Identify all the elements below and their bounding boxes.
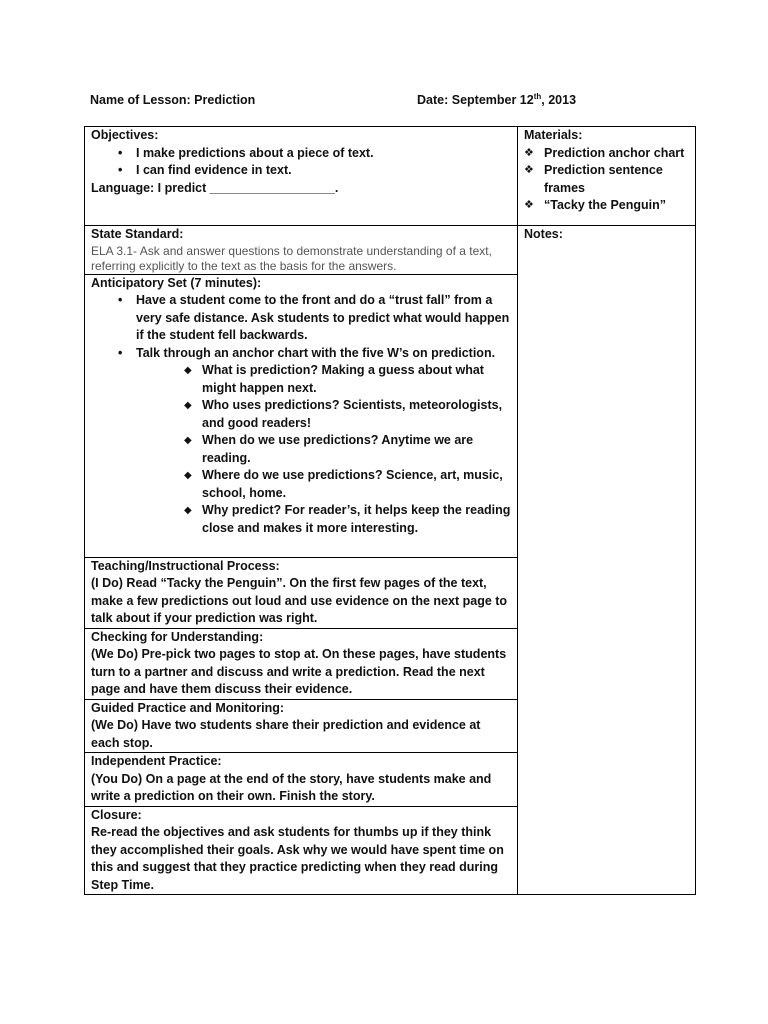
guided-label: Guided Practice and Monitoring: [91,700,285,715]
bullet-icon: • [118,345,123,360]
date-suffix: , 2013 [541,93,577,107]
language-objective: Language: I predict __________________. [91,180,339,195]
diamond-icon: ◆ [184,470,192,481]
anticipatory-label: Anticipatory Set (7 minutes): [91,275,262,290]
notes-label: Notes: [524,227,563,241]
guided-cell [85,699,518,753]
diamond-bullet-icon: ❖ [524,164,534,176]
checking-label: Checking for Understanding: [91,629,264,644]
notes-cell [518,226,696,895]
teaching-text: (I Do) Read “Tacky the Penguin”. On the first few pages of the text, make a few predictions out loud and use evidence on the next page to talk about if your prediction was right. [91,576,508,625]
w-question-item: ◆ Where do we use predictions? Science, art, music, school, home. [184,468,503,500]
teaching-cell [85,557,518,628]
diamond-bullet-icon: ❖ [524,199,534,211]
guided-text: (We Do) Have two students share their prediction and evidence at each stop. [91,718,481,750]
standard-label: State Standard: [91,227,184,241]
date-sup: th [533,91,542,101]
checking-cell [85,628,518,699]
lesson-header [90,92,690,110]
material-item: ❖ Prediction anchor chart [524,145,689,163]
lesson-date [417,92,576,110]
standard-text: ELA 3.1- Ask and answer questions to demonstrate understanding of a text, referring explicitly to the text as the basis for the answers. [91,243,492,273]
objectives-cell [85,127,518,226]
w-question-item: ◆ Why predict? For reader’s, it helps keep the reading close and makes it more interesting. [184,503,511,535]
w-question-item: ◆ Who uses predictions? Scientists, meteorologists, and good readers! [184,398,503,430]
date-prefix: Date: September 12 [417,93,534,107]
bullet-icon: • [118,293,123,307]
checking-text: (We Do) Pre-pick two pages to stop at. On these pages, have students turn to a partner and discuss and write a prediction. Read the next page and have them discuss their evidence. [91,647,507,696]
bullet-icon: • [118,163,123,177]
closure-label: Closure: [91,807,142,822]
teaching-label: Teaching/Instructional Process: [91,558,280,573]
anticipatory-list [91,292,511,362]
materials-label: Materials: [524,128,583,142]
closure-cell [85,806,518,895]
closure-text: Re-read the objectives and ask students for thumbs up if they think they accomplished their goals. Ask why we would have spent time on this and suggest that they practice predicting when they read during Step Time. [91,825,504,892]
lesson-plan-table [84,126,696,895]
diamond-bullet-icon: ❖ [524,146,534,159]
anticipatory-item: • Have a student come to the front and do a “trust fall” from a very safe distance. Ask students to predict what would happen if the student fell backwards. [118,293,510,342]
materials-list [524,145,689,215]
standard-cell [85,226,518,275]
independent-label: Independent Practice: [91,754,222,768]
w-question-item: ◆ When do we use predictions? Anytime we are reading. [184,433,474,465]
independent-text: (You Do) On a page at the end of the story, have students make and write a prediction on their own. Finish the story. [91,771,492,803]
bullet-icon: • [118,145,123,160]
anticipatory-cell [85,274,518,557]
material-item: ❖ Prediction sentence frames [524,163,663,195]
objective-item: • I can find evidence in text. [91,162,511,180]
diamond-icon: ◆ [184,505,192,516]
diamond-icon: ◆ [184,365,192,376]
anticipatory-item: • Talk through an anchor chart with the five W’s on prediction. [91,345,511,363]
objectives-label: Objectives: [91,128,159,142]
material-item: ❖ “Tacky the Penguin” [524,197,689,215]
diamond-icon: ◆ [184,435,192,446]
independent-cell [85,753,518,807]
prediction-w-list [91,362,511,537]
diamond-icon: ◆ [184,400,192,411]
lesson-name: Name of Lesson: Prediction [90,93,256,107]
materials-cell [518,127,696,226]
w-question-item: ◆ What is prediction? Making a guess about what might happen next. [184,363,484,395]
objectives-list [91,145,511,180]
objective-item: • I make predictions about a piece of text. [91,145,511,163]
